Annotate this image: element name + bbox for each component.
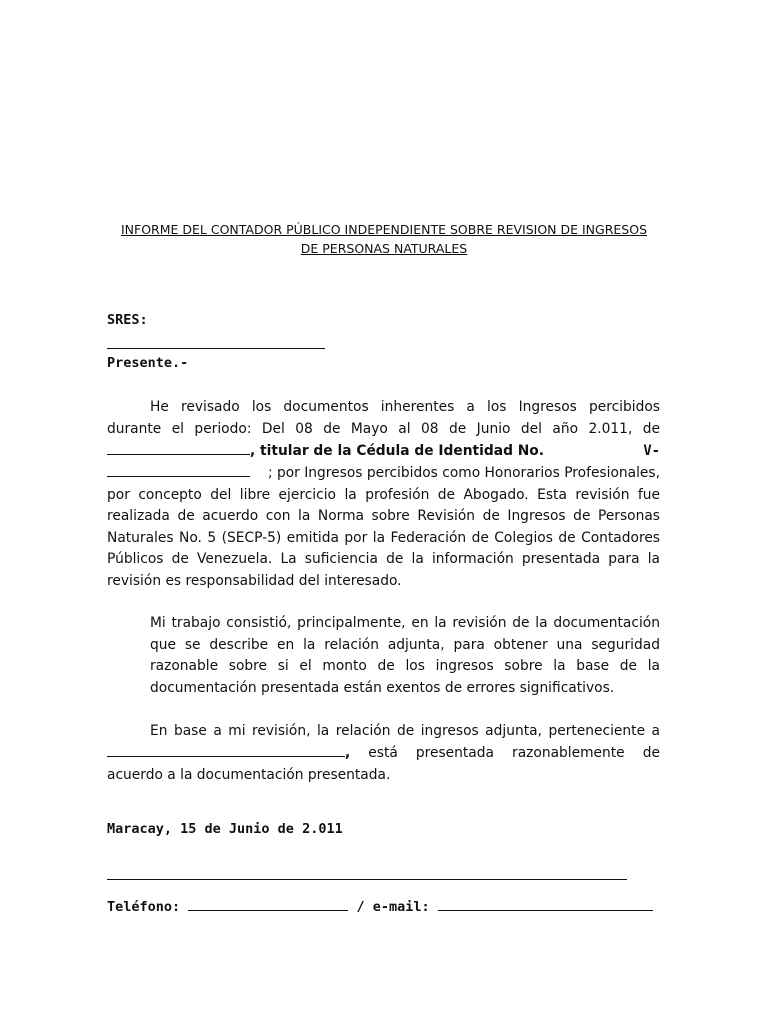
p1-line-2 [107, 419, 660, 441]
p3-word-b: presentada [415, 745, 494, 762]
p3-line-1 [107, 721, 660, 743]
paragraph-3 [107, 721, 660, 786]
p1-line-3-text: , titular de la Cédula de Identidad No. [250, 442, 545, 459]
telefono-blank [188, 896, 348, 911]
p3-line-2 [107, 743, 660, 765]
id-prefix: V- [643, 442, 660, 459]
p3-word-a: está [368, 745, 398, 762]
p3-comma: , [345, 745, 351, 762]
paragraph-2 [107, 613, 660, 699]
p3-word-d: de [642, 745, 660, 762]
salutation: SRES: [107, 312, 148, 328]
recipient-blank-line [107, 348, 325, 349]
p3-word-c: razonablemente [512, 745, 625, 762]
holder-name-blank [107, 440, 250, 455]
contact-line [107, 896, 653, 915]
p1-line-4 [107, 462, 660, 484]
id-number-blank [107, 462, 250, 477]
p3-line-1-text: En base a mi revisión, la relación de ingresos adjunta, perteneciente a [150, 723, 660, 739]
email-blank [438, 896, 653, 911]
signature-line [107, 879, 627, 880]
telefono-label: Teléfono: [107, 899, 181, 915]
email-label: / e-mail: [356, 899, 430, 915]
presente-label: Presente.- [107, 355, 189, 371]
p1-line-3 [107, 440, 660, 462]
owner-name-blank [107, 743, 345, 758]
p1-line-1 [107, 397, 660, 419]
paragraph-1 [107, 397, 660, 592]
p1-line-2-text: durante el periodo: Del 08 de Mayo al 08 de Junio del año 2.011, de [107, 420, 660, 437]
date-line: Maracay, 15 de Junio de 2.011 [107, 821, 343, 837]
p1-rest-text: por concepto del libre ejercicio la profesión de Abogado. Esta revisión fue realizada de acuerdo con la Norma sobre Revisión de Ingresos de Personas Naturales No. 5 (SECP-5) emitida por la Federación de Colegios de Contadores Públicos de Venezuela. La suficiencia de la información presentada para la revisión es responsabilidad del interesado. [107, 486, 660, 589]
p1-line-4-text: ; por Ingresos percibidos como Honorarios Profesionales, [267, 465, 660, 482]
title-line-2: DE PERSONAS NATURALES [300, 241, 468, 256]
document-title [100, 220, 668, 258]
p1-line-1-text: He revisado los documentos inherentes a los Ingresos percibidos [150, 399, 660, 415]
title-line-1: INFORME DEL CONTADOR PÚBLICO INDEPENDIENTE SOBRE REVISION DE INGRESOS [120, 222, 647, 237]
p2-text: Mi trabajo consistió, principalmente, en la revisión de la documentación que se describe en la relación adjunta, para obtener una seguridad razonable sobre si el monto de los ingresos sobre la base de la documentación presentada están exentos de errores significativos. [150, 615, 660, 696]
p3-line-3: acuerdo a la documentación presentada. [107, 766, 391, 783]
